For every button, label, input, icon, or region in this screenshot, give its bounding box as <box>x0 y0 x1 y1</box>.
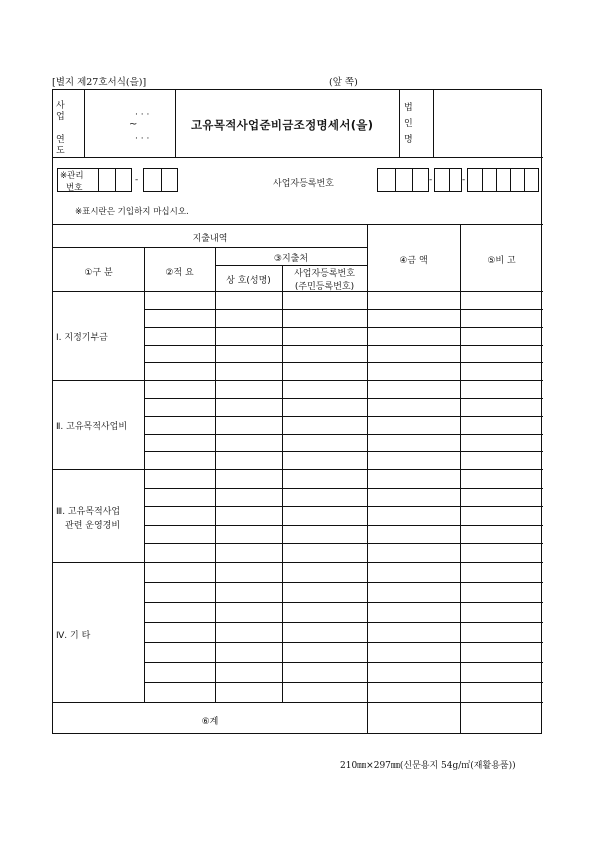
business-year-label-4: 도 <box>56 146 65 156</box>
group-purpose-business-label: Ⅱ. 고유목적사업비 <box>56 422 128 432</box>
col-trade-name-header: 상 호(성명) <box>226 276 271 286</box>
col-amount-header: ④금 액 <box>399 256 428 266</box>
expense-details-header: 지출내역 <box>192 234 228 244</box>
biz-reg-number-box-3[interactable] <box>467 168 539 192</box>
business-year-label-1: 사 <box>56 101 65 111</box>
biz-reg-number-box-1[interactable] <box>377 168 429 192</box>
form-frame <box>52 89 542 734</box>
mgmt-number-box-2[interactable] <box>143 168 178 192</box>
mgmt-number-label-1: ※관리 <box>60 171 84 181</box>
mgmt-number-label-2: 번호 <box>66 183 83 193</box>
paper-spec-footer: 210㎜×297㎜(신문용지 54g/㎡(재활용품)) <box>340 761 516 771</box>
corp-name-label-1: 법 <box>404 103 413 113</box>
group-designated-donation-label: Ⅰ. 지정기부금 <box>56 333 108 343</box>
total-amount-field[interactable] <box>368 703 459 733</box>
biz-reg-dash-2: - <box>462 175 466 185</box>
group-other-label: Ⅳ. 기 타 <box>56 631 91 641</box>
biz-reg-number-box-2[interactable] <box>434 168 462 192</box>
col-remarks-header: ⑤비 고 <box>487 256 516 266</box>
biz-reg-dash-1: - <box>429 175 433 185</box>
biz-reg-number-label: 사업자등록번호 <box>273 179 334 189</box>
business-year-label-2: 업 <box>56 112 65 122</box>
page-side-label: (앞 쪽) <box>329 77 358 88</box>
form-title: 고유목적사업준비금조정명세서(을) <box>191 118 374 132</box>
form-number-label: [별지 제27호서식(을)] <box>52 77 147 88</box>
corp-name-label-2: 인 <box>404 119 413 129</box>
total-label: ⑥계 <box>201 717 219 727</box>
corp-name-label-3: 명 <box>404 135 413 145</box>
col-payee-header: ③지출처 <box>273 254 309 264</box>
group-operating-expense-label-2: 관련 운영경비 <box>65 521 121 531</box>
col-reg-number-header-2: (주민등록번호) <box>294 282 355 292</box>
mgmt-number-dash: - <box>135 175 139 185</box>
group-operating-expense-label-1: Ⅲ. 고유목적사업 <box>56 507 121 517</box>
total-remarks-field[interactable] <box>461 703 541 733</box>
period-start-dots[interactable]: · · · <box>135 110 150 120</box>
col-reg-number-header-1: 사업자등록번호 <box>294 269 355 279</box>
business-year-label-3: 연 <box>56 135 65 145</box>
period-tilde: ~ <box>129 119 138 130</box>
instruction-note: ※표시란은 기입하지 마십시오. <box>75 207 189 217</box>
period-end-dots[interactable]: · · · <box>135 134 150 144</box>
corp-name-field[interactable] <box>434 91 541 156</box>
col-category-header: ①구 분 <box>84 268 113 278</box>
col-summary-header: ②적 요 <box>165 268 194 278</box>
